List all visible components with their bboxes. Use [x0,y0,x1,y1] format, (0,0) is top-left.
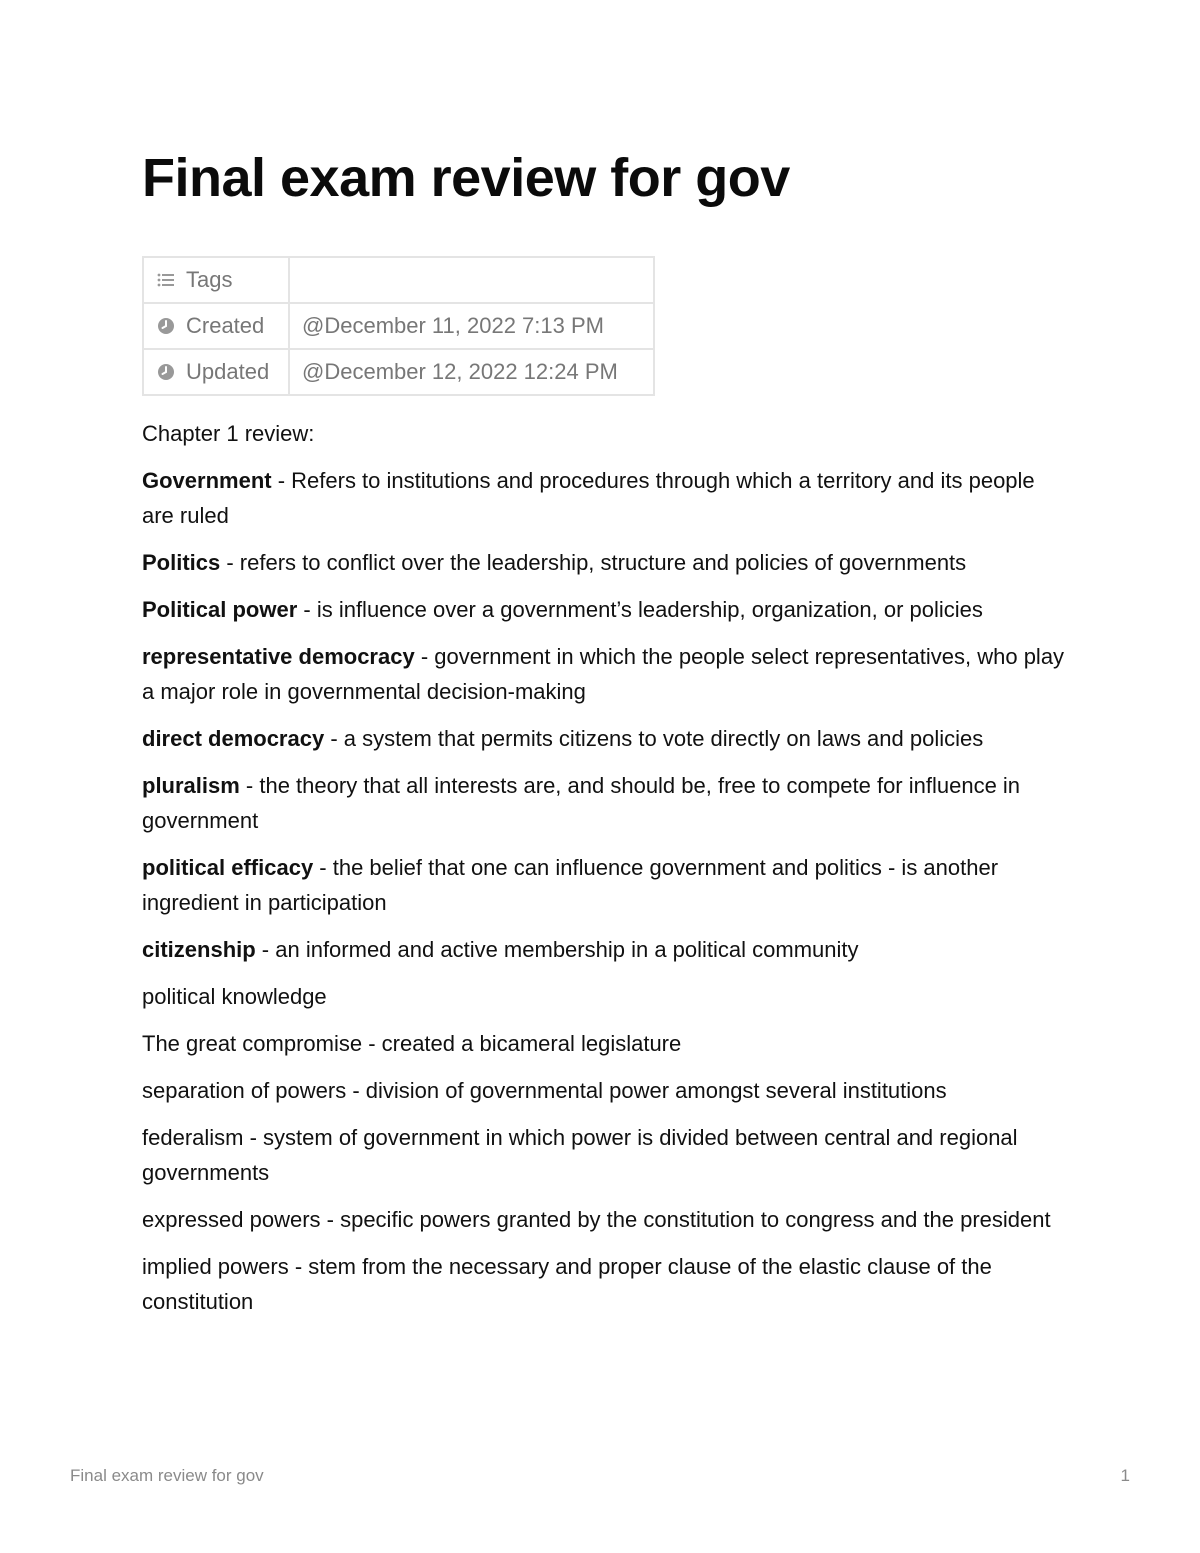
definition-paragraph: political efficacy - the belief that one can influence government and politics - is another ingredient in participation [142,855,999,915]
property-key: Created [186,313,265,338]
definition-paragraph: pluralism - the theory that all interests are, and should be, free to compete for influence in government [142,773,1021,833]
list-icon [156,270,176,290]
property-key: Tags [186,267,233,292]
paragraph: separation of powers - division of governmental power amongst several institutions [142,1078,947,1103]
term: representative democracy [142,644,415,669]
paragraph: political knowledge [142,984,327,1009]
term: pluralism [142,773,240,798]
definition-paragraph: Political power - is influence over a government’s leadership, organization, or policies [142,597,983,622]
term: direct democracy [142,726,325,751]
property-row-tags [143,257,654,303]
property-key: Updated [186,359,270,384]
term: political efficacy [142,855,314,880]
paragraph: federalism - system of government in which power is divided between central and regional governments [142,1125,1018,1185]
definition-paragraph: direct democracy - a system that permits citizens to vote directly on laws and policies [142,726,984,751]
property-row-created [143,303,654,349]
paragraph: expressed powers - specific powers granted by the constitution to congress and the president [142,1207,1051,1232]
page-title: Final exam review for gov [142,148,790,208]
definition-paragraph: citizenship - an informed and active membership in a political community [142,937,859,962]
term: Government [142,468,272,493]
footer-title: Final exam review for gov [70,1466,264,1485]
property-value: @December 12, 2022 12:24 PM [289,349,654,395]
properties-table [142,256,655,396]
notes-body [142,416,1072,1331]
paragraph: The great compromise - created a bicameral legislature [142,1031,682,1056]
definition-paragraph: Government - Refers to institutions and procedures through which a territory and its people are ruled [142,468,1035,528]
property-value: @December 11, 2022 7:13 PM [289,303,654,349]
clock-icon [156,362,176,382]
paragraph: Chapter 1 review: [142,421,315,446]
clock-icon [156,316,176,336]
paragraph: implied powers - stem from the necessary and proper clause of the elastic clause of the constitution [142,1254,992,1314]
term: Politics [142,550,221,575]
property-value[interactable] [289,257,654,303]
property-row-updated [143,349,654,395]
page-number: 1 [1120,1466,1130,1485]
term: Political power [142,597,298,622]
term: citizenship [142,937,256,962]
definition-paragraph: Politics - refers to conflict over the leadership, structure and policies of governments [142,550,967,575]
definition-paragraph: representative democracy - government in which the people select representatives, who play a major role in governmental decision-making [142,644,1065,704]
